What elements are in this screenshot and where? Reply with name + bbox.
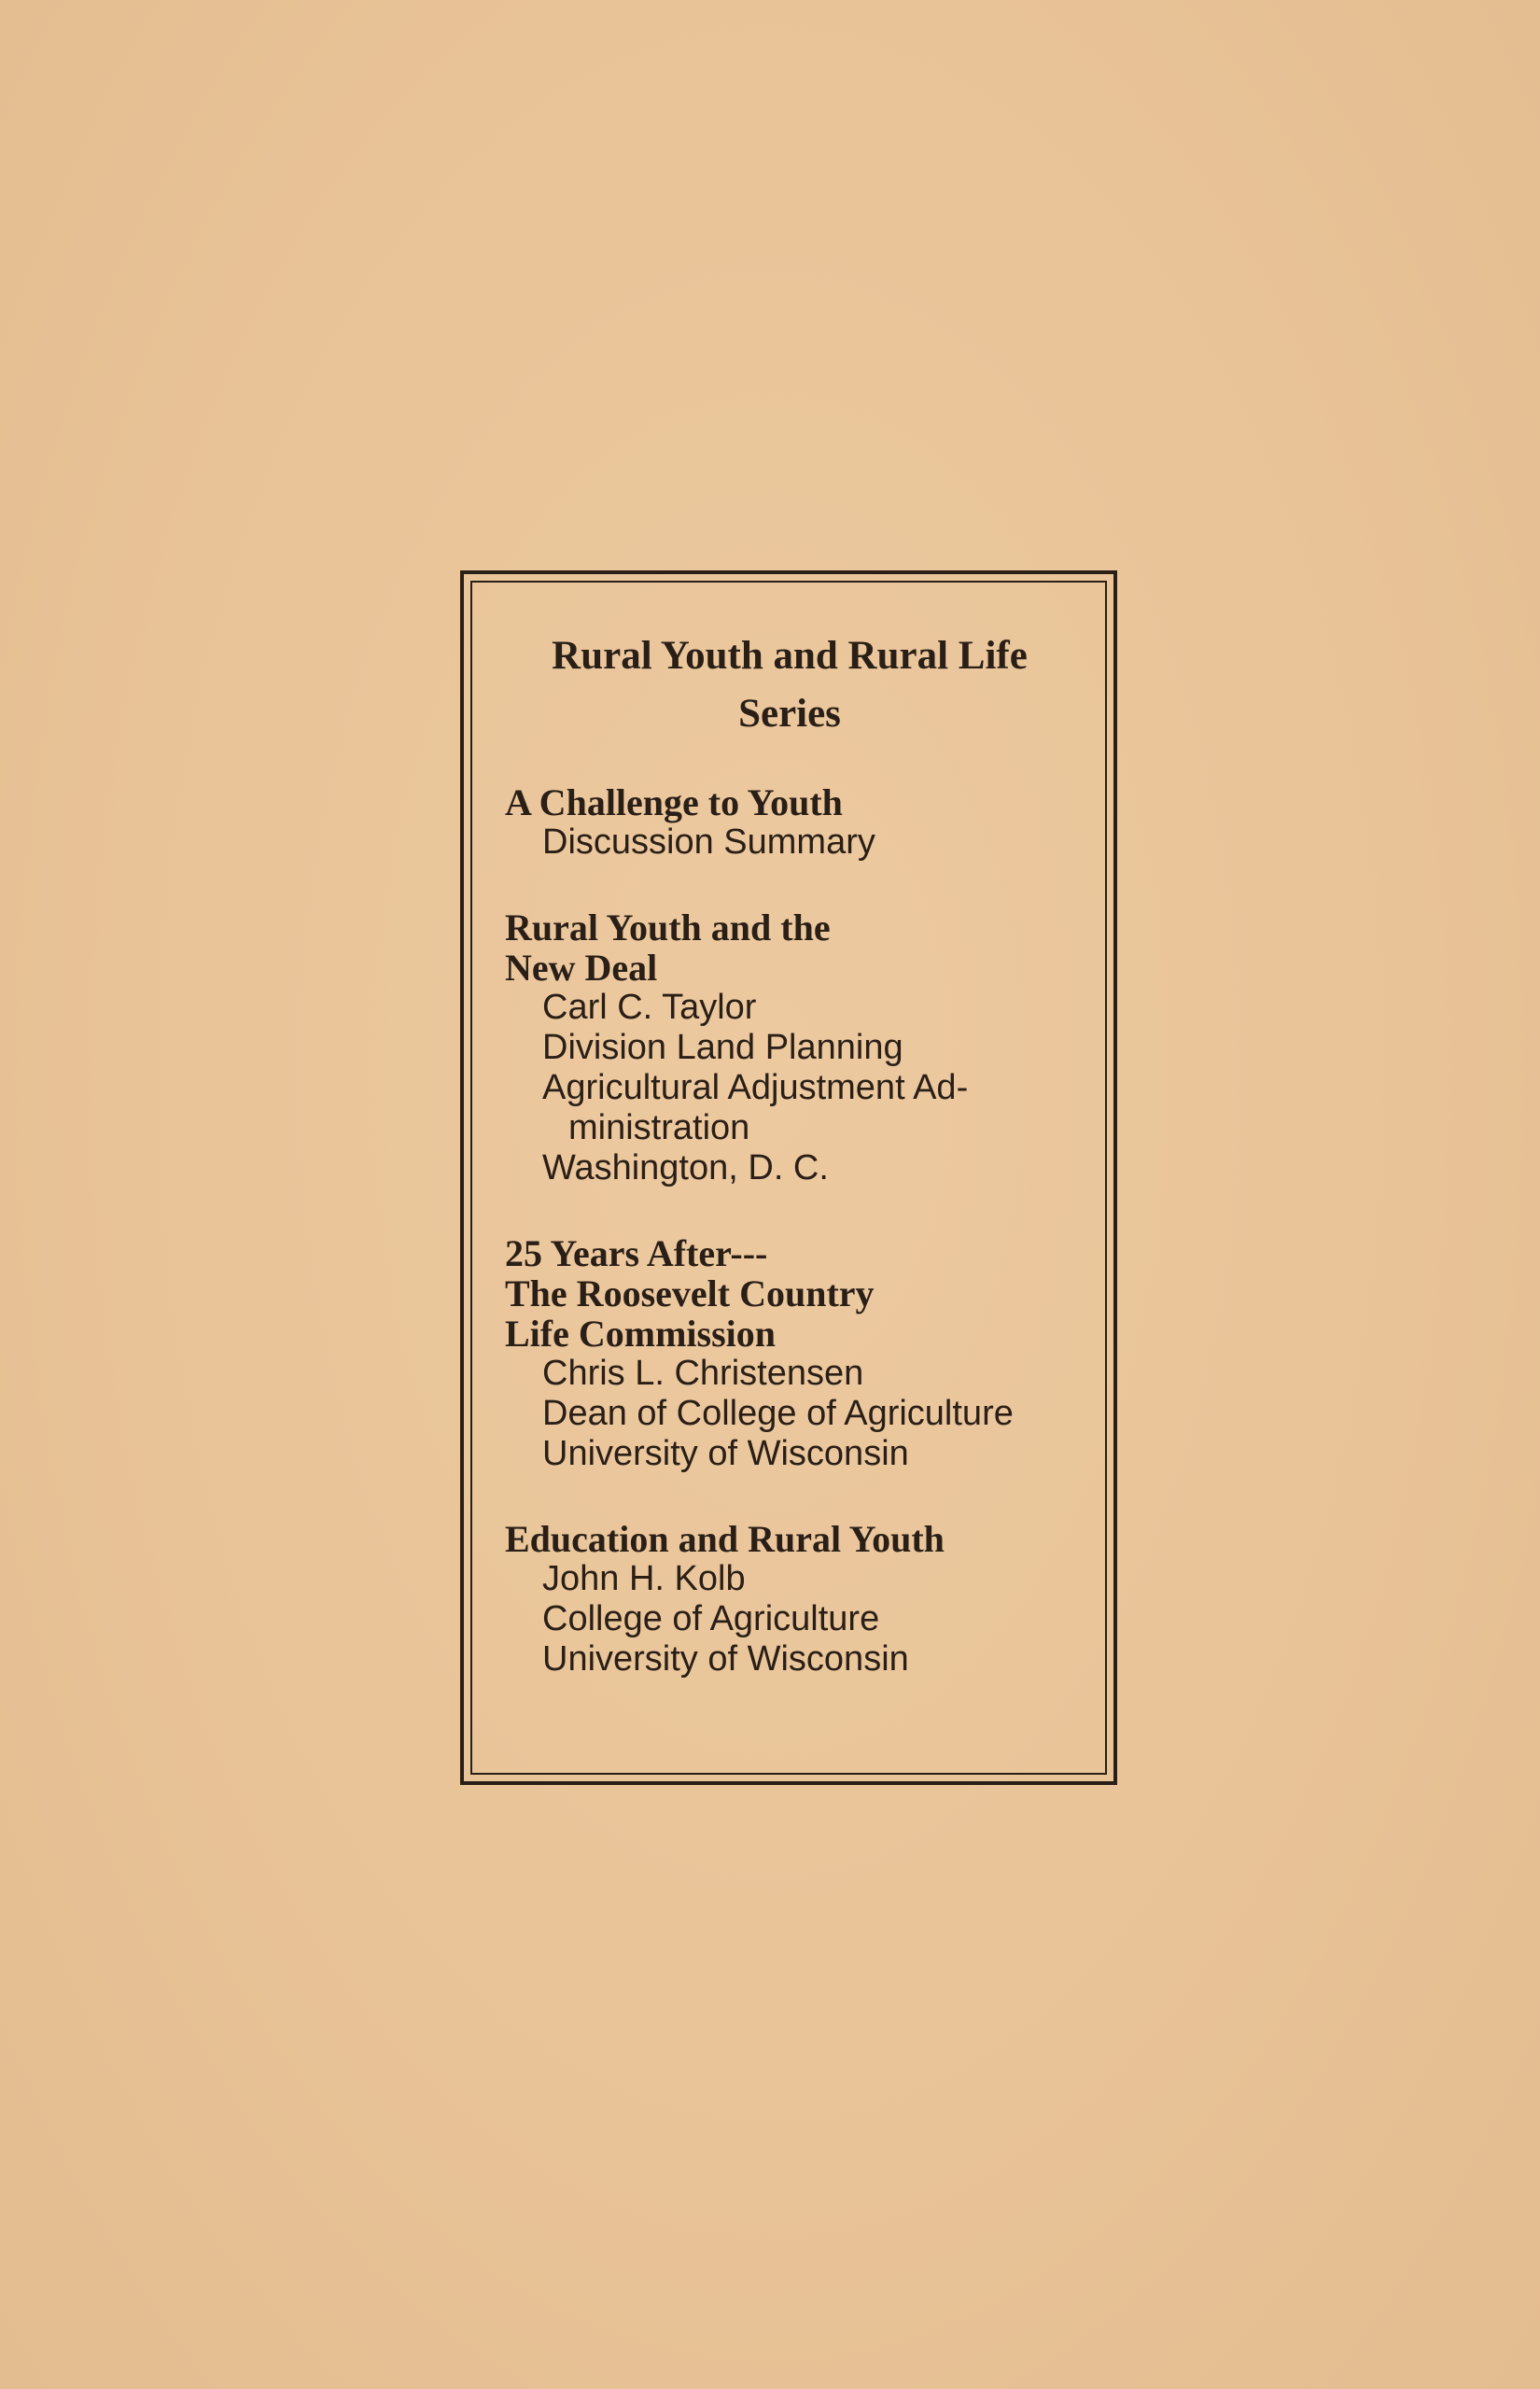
detail-line: Agricultural Adjustment Ad- [542,1068,969,1107]
detail-line: Chris L. Christensen [542,1354,864,1393]
entry-details [542,988,1093,1188]
entry-challenge-to-youth [505,782,1093,863]
detail-line: John H. Kolb [542,1559,746,1598]
detail-line: ministration [568,1108,750,1147]
series-list [505,627,1093,1679]
detail-line: University of Wisconsin [542,1639,909,1679]
entry-title: Education and Rural Youth [505,1518,945,1560]
entry-title: 25 Years After--- The Roosevelt Country Life Commission [505,1232,875,1355]
detail-line: Dean of College of Agriculture [542,1394,1014,1433]
detail-line: Carl C. Taylor [542,988,757,1027]
entry-title: A Challenge to Youth [505,781,843,823]
entry-title: Rural Youth and the New Deal [505,906,831,989]
entry-details [542,1559,1093,1679]
detail-line: Discussion Summary [542,822,875,862]
entry-details [542,822,1093,863]
entry-25-years-after [505,1233,1093,1474]
detail-line: College of Agriculture [542,1599,880,1638]
entry-rural-youth-new-deal [505,907,1093,1188]
detail-line: University of Wisconsin [542,1434,909,1473]
detail-line: Division Land Planning [542,1028,903,1067]
entry-details [542,1354,1093,1474]
entry-education-rural-youth [505,1519,1093,1679]
series-title: Rural Youth and Rural Life Series [552,634,1028,736]
detail-line: Washington, D. C. [542,1148,829,1187]
